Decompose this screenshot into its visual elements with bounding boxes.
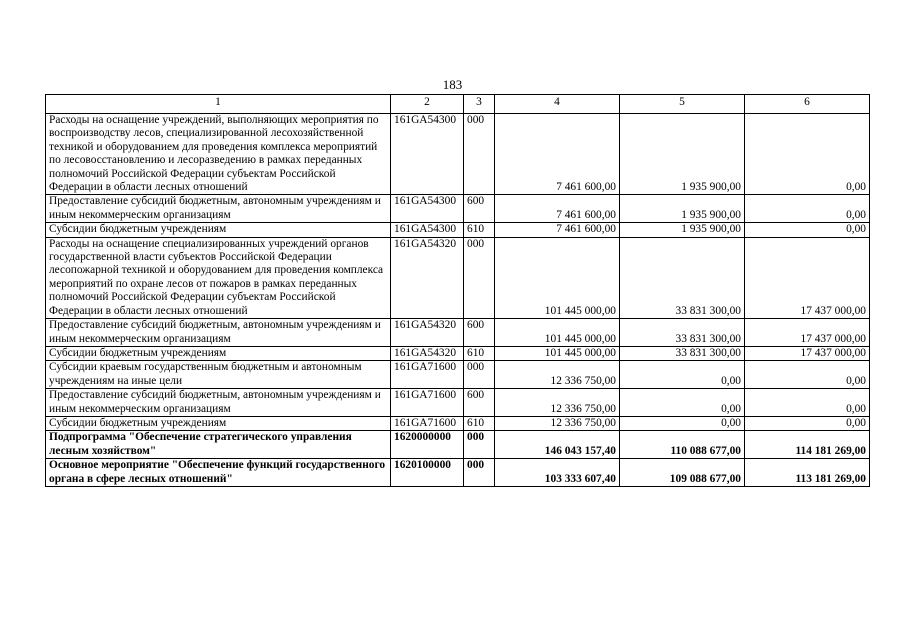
table-row xyxy=(46,223,870,237)
row-name-cell: Субсидии краевым государственным бюджетным и автономным учреждениям на иные цели xyxy=(46,361,391,389)
row-kvr-cell: 000 xyxy=(464,431,495,459)
row-code-cell: 1620000000 xyxy=(391,431,464,459)
row-value-3-cell: 0,00 xyxy=(745,223,870,237)
row-kvr-cell: 610 xyxy=(464,223,495,237)
row-value-3-cell: 114 181 269,00 xyxy=(745,431,870,459)
row-value-2-cell: 110 088 677,00 xyxy=(620,431,745,459)
row-name-cell: Предоставление субсидий бюджетным, автономным учреждениям и иным некоммерческим организациям xyxy=(46,389,391,417)
row-name-cell: Расходы на оснащение учреждений, выполняющих мероприятия по воспроизводству лесов, специализированной лесохозяйственной техникой и оборудованием для проведения комплекса мероприятий по лесовосстановлению и лесоразведению в рамках переданных полномочий Российской Федерации субъектам Российской Федерации в области лесных отношений xyxy=(46,114,391,195)
table-row xyxy=(46,459,870,487)
row-kvr-cell: 600 xyxy=(464,195,495,223)
table-row xyxy=(46,346,870,360)
row-name-cell: Субсидии бюджетным учреждениям xyxy=(46,416,391,430)
row-value-1-cell: 12 336 750,00 xyxy=(495,389,620,417)
row-value-2-cell: 0,00 xyxy=(620,389,745,417)
row-value-3-cell: 0,00 xyxy=(745,389,870,417)
header-col-1: 1 xyxy=(46,95,391,114)
row-value-3-cell: 17 437 000,00 xyxy=(745,237,870,318)
row-code-cell: 161GA71600 xyxy=(391,389,464,417)
row-value-3-cell: 0,00 xyxy=(745,361,870,389)
row-kvr-cell: 600 xyxy=(464,389,495,417)
row-kvr-cell: 610 xyxy=(464,346,495,360)
row-code-cell: 161GA71600 xyxy=(391,416,464,430)
row-name-cell: Субсидии бюджетным учреждениям xyxy=(46,223,391,237)
row-value-1-cell: 12 336 750,00 xyxy=(495,416,620,430)
row-value-2-cell: 0,00 xyxy=(620,361,745,389)
table-row xyxy=(46,389,870,417)
table-row xyxy=(46,114,870,195)
row-value-2-cell: 33 831 300,00 xyxy=(620,319,745,347)
row-name-cell: Предоставление субсидий бюджетным, автономным учреждениям и иным некоммерческим организациям xyxy=(46,319,391,347)
row-value-2-cell: 1 935 900,00 xyxy=(620,223,745,237)
budget-table xyxy=(45,94,870,487)
row-value-3-cell: 0,00 xyxy=(745,195,870,223)
header-col-2: 2 xyxy=(391,95,464,114)
row-name-cell: Расходы на оснащение специализированных учреждений органов государственной власти субъектов Российской Федерации лесопожарной техникой и оборудованием для проведения комплекса мероприятий по охране лесов от пожаров в рамках переданных полномочий Российской Федерации субъектам Российской Федерации в области лесных отношений xyxy=(46,237,391,318)
row-value-1-cell: 146 043 157,40 xyxy=(495,431,620,459)
row-value-2-cell: 0,00 xyxy=(620,416,745,430)
table-row xyxy=(46,416,870,430)
row-value-2-cell: 109 088 677,00 xyxy=(620,459,745,487)
header-col-5: 5 xyxy=(620,95,745,114)
page-number: 183 xyxy=(442,77,463,92)
row-value-2-cell: 1 935 900,00 xyxy=(620,114,745,195)
row-name-cell: Субсидии бюджетным учреждениям xyxy=(46,346,391,360)
row-value-1-cell: 101 445 000,00 xyxy=(495,346,620,360)
header-col-6: 6 xyxy=(745,95,870,114)
row-kvr-cell: 610 xyxy=(464,416,495,430)
row-value-3-cell: 17 437 000,00 xyxy=(745,346,870,360)
row-value-1-cell: 12 336 750,00 xyxy=(495,361,620,389)
row-name-cell: Основное мероприятие "Обеспечение функций государственного органа в сфере лесных отношений" xyxy=(46,459,391,487)
header-col-3: 3 xyxy=(464,95,495,114)
row-value-2-cell: 33 831 300,00 xyxy=(620,237,745,318)
row-kvr-cell: 000 xyxy=(464,361,495,389)
row-value-2-cell: 33 831 300,00 xyxy=(620,346,745,360)
row-kvr-cell: 600 xyxy=(464,319,495,347)
row-value-1-cell: 7 461 600,00 xyxy=(495,114,620,195)
table-row xyxy=(46,319,870,347)
row-value-3-cell: 17 437 000,00 xyxy=(745,319,870,347)
table-row xyxy=(46,431,870,459)
table-row xyxy=(46,195,870,223)
table-header-row xyxy=(46,95,870,114)
header-col-4: 4 xyxy=(495,95,620,114)
row-name-cell: Предоставление субсидий бюджетным, автономным учреждениям и иным некоммерческим организациям xyxy=(46,195,391,223)
row-code-cell: 161GA71600 xyxy=(391,361,464,389)
row-value-3-cell: 0,00 xyxy=(745,416,870,430)
row-code-cell: 161GA54300 xyxy=(391,114,464,195)
row-code-cell: 161GA54320 xyxy=(391,346,464,360)
row-name-cell: Подпрограмма "Обеспечение стратегического управления лесным хозяйством" xyxy=(46,431,391,459)
row-kvr-cell: 000 xyxy=(464,114,495,195)
row-value-3-cell: 113 181 269,00 xyxy=(745,459,870,487)
row-value-1-cell: 7 461 600,00 xyxy=(495,223,620,237)
row-value-1-cell: 101 445 000,00 xyxy=(495,237,620,318)
row-value-1-cell: 7 461 600,00 xyxy=(495,195,620,223)
row-value-3-cell: 0,00 xyxy=(745,114,870,195)
row-value-1-cell: 103 333 607,40 xyxy=(495,459,620,487)
table-row xyxy=(46,237,870,318)
row-value-1-cell: 101 445 000,00 xyxy=(495,319,620,347)
row-kvr-cell: 000 xyxy=(464,459,495,487)
row-code-cell: 161GA54320 xyxy=(391,319,464,347)
row-code-cell: 161GA54300 xyxy=(391,223,464,237)
table-row xyxy=(46,361,870,389)
row-kvr-cell: 000 xyxy=(464,237,495,318)
row-code-cell: 161GA54320 xyxy=(391,237,464,318)
row-code-cell: 1620100000 xyxy=(391,459,464,487)
row-code-cell: 161GA54300 xyxy=(391,195,464,223)
row-value-2-cell: 1 935 900,00 xyxy=(620,195,745,223)
